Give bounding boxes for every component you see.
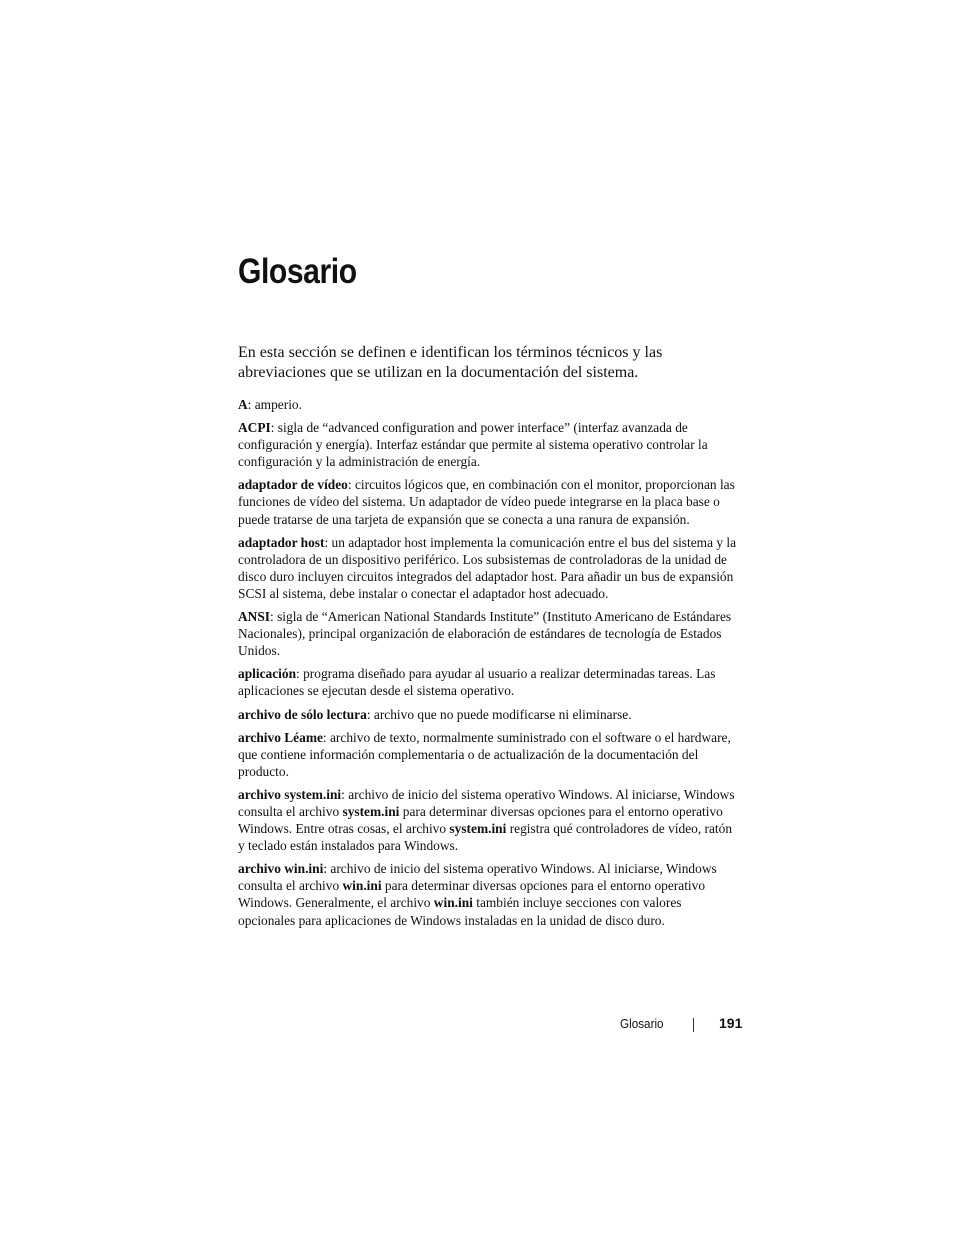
- glossary-term: archivo Léame: [238, 729, 323, 745]
- page-title: Glosario: [238, 252, 357, 291]
- glossary-term: ACPI: [238, 420, 271, 436]
- intro-paragraph: En esta sección se definen e identifican los términos técnicos y las abreviaciones que se utilizan en la documentación del sistema.: [238, 344, 663, 381]
- glossary-definition-part: también incluye secciones con valores opcionales para aplicaciones de Windows instaladas en la unidad de disco duro.: [238, 895, 682, 928]
- glossary-entry: [238, 534, 738, 602]
- glossary-entry-win-ini: [238, 860, 738, 928]
- glossary-definition-part: para determinar diversas opciones para el entorno operativo Windows. Entre otras cosas, el archivo: [238, 803, 723, 837]
- glossary-definition: : un adaptador host implementa la comunicación entre el bus del sistema y la controladora de un dispositivo periférico. Los subsistemas de controladoras de la unidad de disco duro incluyen circuitos integrados del adaptador host. Para añadir un bus de expansión SCSI al sistema, debe instalar o conectar el adaptador host adecuado.: [238, 534, 737, 601]
- glossary-list: [238, 396, 738, 935]
- glossary-definition-part: registra qué controladores de vídeo, ratón y teclado están instalados para Windows.: [238, 821, 733, 854]
- glossary-definition: : circuitos lógicos que, en combinación con el monitor, proporcionan las funciones de vídeo del sistema. Un adaptador de vídeo puede integrarse en la placa base o puede tratarse de una tarjeta de expansión que se conecta a una ranura de expansión.: [238, 477, 735, 527]
- glossary-entry: [238, 729, 738, 780]
- glossary-entry-system-ini: [238, 786, 738, 854]
- glossary-entry: [238, 396, 738, 413]
- page-footer: [600, 1015, 742, 1035]
- footer-section-label: Glosario: [620, 1016, 664, 1031]
- file-name: win.ini: [342, 878, 382, 894]
- file-name: win.ini: [433, 895, 473, 911]
- glossary-term: archivo win.ini: [238, 861, 324, 877]
- glossary-term: adaptador de vídeo: [238, 477, 348, 493]
- glossary-definition: : archivo de texto, normalmente suministrado con el software o el hardware, que contiene información complementaria o de actualización de la documentación del producto.: [238, 729, 731, 779]
- glossary-term: adaptador host: [238, 534, 325, 550]
- glossary-entry: [238, 665, 738, 699]
- glossary-term: A: [238, 397, 248, 412]
- page-number: 191: [719, 1015, 743, 1031]
- glossary-term: ANSI: [238, 609, 270, 625]
- glossary-term: archivo system.ini: [238, 786, 342, 802]
- glossary-entry: [238, 608, 738, 659]
- glossary-definition: : archivo que no puede modificarse ni eliminarse.: [366, 706, 632, 722]
- glossary-definition-part: para determinar diversas opciones para el entorno operativo Windows. Generalmente, el archivo: [238, 878, 706, 911]
- glossary-definition: : amperio.: [247, 397, 302, 412]
- footer-divider: [693, 1018, 694, 1032]
- glossary-definition: : sigla de “American National Standards Institute” (Instituto Americano de Estándares Nacionales), principal organización de elaboración de estándares de tecnología de Estados Unidos.: [238, 609, 732, 659]
- glossary-definition-part: : archivo de inicio del sistema operativo Windows. Al iniciarse, Windows consulta el archivo: [238, 861, 717, 894]
- glossary-term: aplicación: [238, 666, 297, 682]
- glossary-definition: : sigla de “advanced configuration and power interface” (interfaz avanzada de configuración y energía). Interfaz estándar que permite al sistema operativo controlar la configuración y la administración de energía.: [238, 420, 708, 470]
- glossary-entry: [238, 706, 738, 723]
- glossary-entry: [238, 476, 738, 527]
- glossary-term: archivo de sólo lectura: [238, 706, 367, 722]
- file-name: system.ini: [449, 821, 507, 837]
- glossary-definition-part: : archivo de inicio del sistema operativo Windows. Al iniciarse, Windows consulta el archivo: [238, 786, 735, 819]
- glossary-definition: : programa diseñado para ayudar al usuario a realizar determinadas tareas. Las aplicaciones se ejecutan desde el sistema operativo.: [238, 666, 716, 699]
- file-name: system.ini: [342, 803, 400, 819]
- glossary-entry: [238, 419, 738, 470]
